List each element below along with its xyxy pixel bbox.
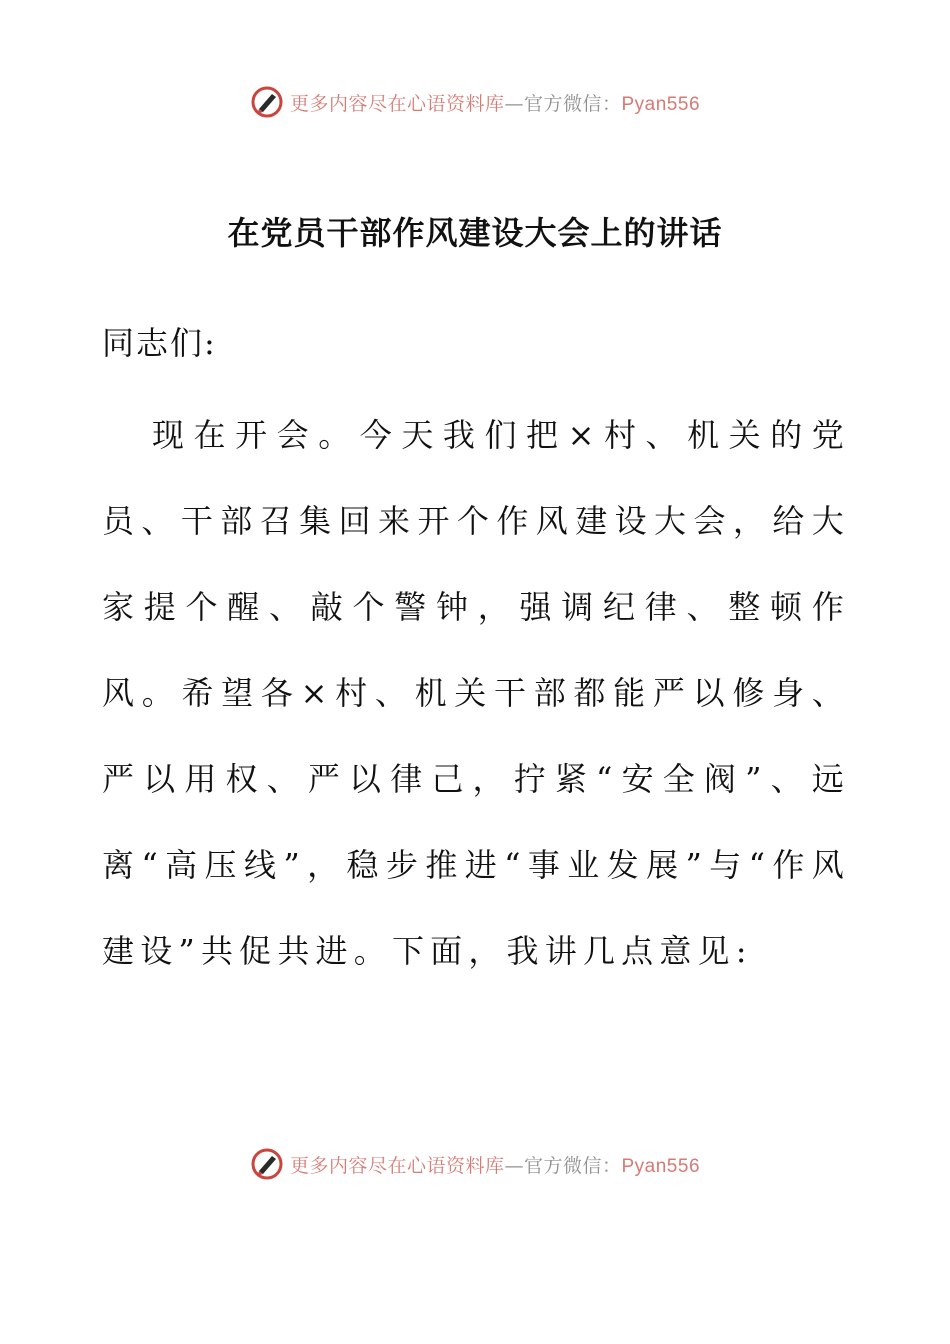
pen-logo-icon xyxy=(250,1147,284,1181)
footer-watermark xyxy=(0,1144,950,1184)
header-watermark xyxy=(0,82,950,122)
watermark-official-label: 官方微信： xyxy=(523,92,622,115)
watermark-dash: — xyxy=(504,1154,524,1177)
watermark-dash: — xyxy=(504,92,524,115)
body-paragraph: 现在开会。今天我们把×村、机关的党员、干部召集回来开个作风建设大会，给大家提个醒、敲个警钟，强调纪律、整顿作风。希望各×村、机关干部都能严以修身、严以用权、严以律己，拧紧“安全阀”、远离“高压线”，稳步推进“事业发展”与“作风建设”共促共进。下面，我讲几点意见: xyxy=(102,416,850,970)
watermark-brand: 更多内容尽在心语资料库 xyxy=(289,1154,505,1177)
watermark-wechat-id: Pyan556 xyxy=(621,1155,701,1177)
greeting: 同志们: xyxy=(102,324,217,362)
document-title: 在党员干部作风建设大会上的讲话 xyxy=(227,214,723,252)
watermark-brand: 更多内容尽在心语资料库 xyxy=(289,92,505,115)
watermark-text xyxy=(290,89,700,116)
pen-logo-icon xyxy=(250,85,284,119)
watermark-official-label: 官方微信： xyxy=(523,1154,622,1177)
watermark-text xyxy=(290,1151,700,1178)
watermark-wechat-id: Pyan556 xyxy=(621,93,701,115)
